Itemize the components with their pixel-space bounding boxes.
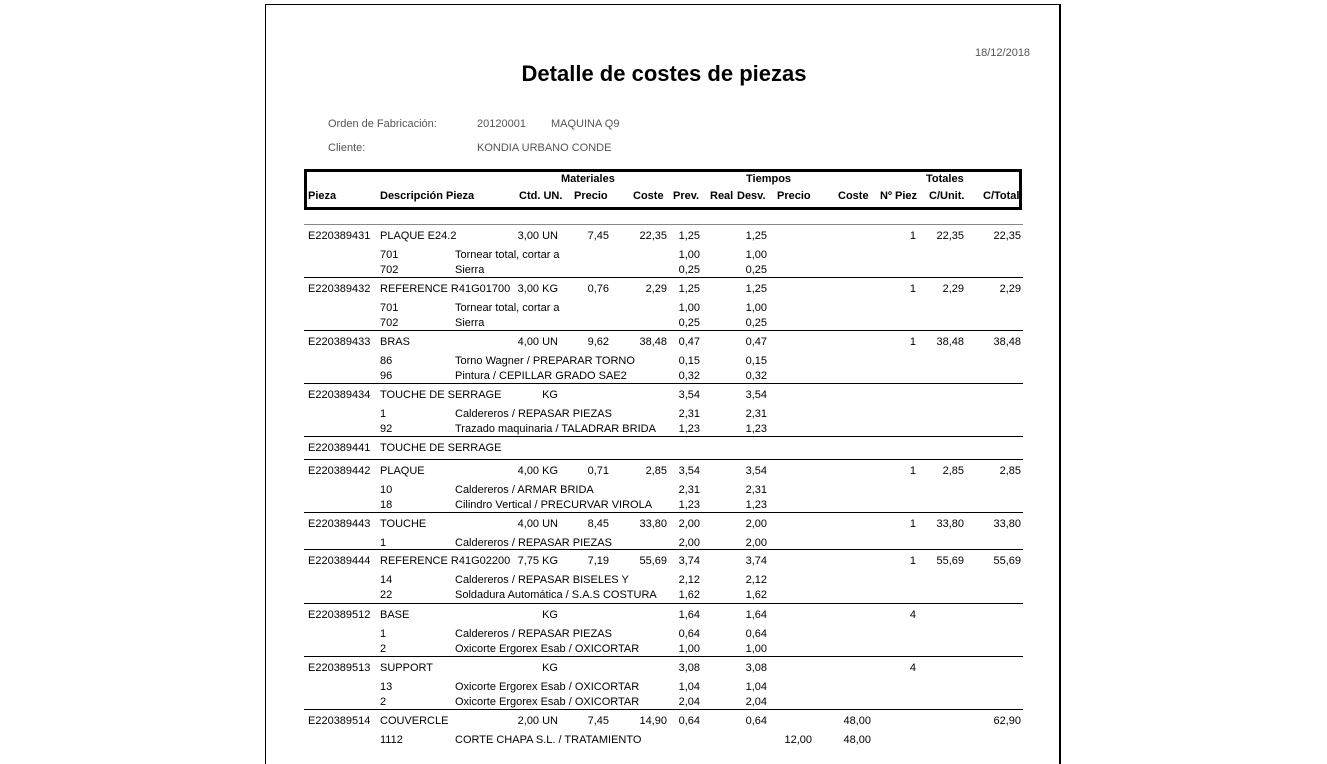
operation-time-real: 1,00 <box>745 249 767 261</box>
row-separator <box>304 330 1023 331</box>
operation-description: Oxicorte Ergorex Esab / OXICORTAR <box>455 681 640 693</box>
piece-description: TOUCHE DE SERRAGE <box>380 389 502 401</box>
piece-count: 1 <box>909 336 916 348</box>
operation-time-prev: 1,00 <box>678 643 700 655</box>
piece-description: BASE <box>380 609 410 621</box>
operation-code: 13 <box>380 681 393 693</box>
piece-id: E220389444 <box>308 555 371 567</box>
operation-time-prev: 2,00 <box>678 537 700 549</box>
piece-unit-cost: 2,85 <box>942 465 964 477</box>
operation-description: Tornear total, cortar a <box>455 249 560 261</box>
piece-total-cost: 38,48 <box>993 336 1021 348</box>
operation-time-real: 0,64 <box>745 628 767 640</box>
piece-time-real: 0,64 <box>745 715 767 727</box>
piece-material-price: 9,62 <box>587 336 609 348</box>
operation-time-real: 1,23 <box>745 423 767 435</box>
operation-price: 12,00 <box>784 734 812 746</box>
operation-description: Oxicorte Ergorex Esab / OXICORTAR <box>455 643 640 655</box>
piece-quantity: KG <box>542 662 558 674</box>
operation-code: 10 <box>380 484 393 496</box>
operation-code: 96 <box>380 370 393 382</box>
group-totales: Totales <box>926 173 964 185</box>
piece-id: E220389431 <box>308 230 371 242</box>
piece-unit-cost: 38,48 <box>936 336 964 348</box>
maquina-value: MAQUINA Q9 <box>551 118 620 130</box>
piece-time-real: 3,08 <box>745 662 767 674</box>
piece-material-price: 8,45 <box>587 518 609 530</box>
piece-total-cost: 55,69 <box>993 555 1021 567</box>
operation-time-real: 2,04 <box>745 696 767 708</box>
operation-time-prev: 1,00 <box>678 249 700 261</box>
operation-time-real: 1,23 <box>745 499 767 511</box>
group-tiempos: Tiempos <box>746 173 792 185</box>
piece-count: 1 <box>909 465 916 477</box>
col-precio: Precio <box>574 190 608 202</box>
piece-time-prev: 1,64 <box>678 609 700 621</box>
piece-total-cost: 62,90 <box>993 715 1021 727</box>
operation-time-real: 2,31 <box>745 408 767 420</box>
col-prev: Prev. <box>673 190 700 202</box>
col-coste: Coste <box>633 190 664 202</box>
piece-count: 1 <box>909 555 916 567</box>
operation-code: 702 <box>380 317 399 329</box>
piece-time-real: 1,64 <box>745 609 767 621</box>
operation-code: 1 <box>380 537 387 549</box>
piece-material-price: 7,45 <box>587 230 609 242</box>
operation-time-prev: 2,31 <box>678 408 700 420</box>
operation-description: Caldereros / REPASAR PIEZAS <box>455 628 612 640</box>
col-coste-tiempos: Coste <box>838 190 869 202</box>
operation-time-real: 0,25 <box>745 264 767 276</box>
operation-code: 2 <box>380 643 387 655</box>
operation-time-prev: 0,15 <box>678 355 700 367</box>
row-separator <box>304 436 1023 437</box>
piece-time-prev: 1,25 <box>678 230 700 242</box>
piece-unit-cost: 2,29 <box>942 283 964 295</box>
piece-description: SUPPORT <box>380 662 433 674</box>
operation-time-real: 2,00 <box>745 537 767 549</box>
piece-time-real: 2,00 <box>745 518 767 530</box>
row-separator <box>304 224 1023 225</box>
row-separator <box>304 383 1023 384</box>
operation-description: CORTE CHAPA S.L. / TRATAMIENTO <box>455 734 642 746</box>
piece-id: E220389513 <box>308 662 371 674</box>
piece-material-price: 0,76 <box>587 283 609 295</box>
operation-time-prev: 0,64 <box>678 628 700 640</box>
operation-code: 1112 <box>380 734 403 746</box>
piece-time-real: 3,54 <box>745 389 767 401</box>
row-separator <box>304 656 1023 657</box>
report-page <box>265 4 1061 764</box>
piece-description: REFERENCE R41G01700 <box>380 283 511 295</box>
operation-description: Caldereros / ARMAR BRIDA <box>455 484 594 496</box>
piece-id: E220389443 <box>308 518 371 530</box>
piece-quantity: 3,00 KG <box>517 283 558 295</box>
operation-code: 22 <box>380 589 393 601</box>
piece-id: E220389514 <box>308 715 371 727</box>
piece-material-cost: 33,80 <box>639 518 667 530</box>
piece-quantity: 7,75 KG <box>517 555 558 567</box>
piece-time-real: 1,25 <box>745 230 767 242</box>
row-separator <box>304 603 1023 604</box>
piece-total-cost: 33,80 <box>993 518 1021 530</box>
piece-id: E220389434 <box>308 389 371 401</box>
operation-time-real: 2,31 <box>745 484 767 496</box>
piece-quantity: KG <box>542 609 558 621</box>
orden-value: 20120001 <box>477 118 526 130</box>
piece-description: BRAS <box>380 336 410 348</box>
piece-time-real: 0,47 <box>745 336 767 348</box>
operation-time-real: 0,32 <box>745 370 767 382</box>
operation-cost: 48,00 <box>843 734 871 746</box>
piece-time-real: 3,54 <box>745 465 767 477</box>
operation-code: 86 <box>380 355 393 367</box>
piece-count: 4 <box>909 662 916 674</box>
operation-time-prev: 1,23 <box>678 499 700 511</box>
piece-quantity: KG <box>542 389 558 401</box>
piece-time-prev: 0,47 <box>678 336 700 348</box>
piece-quantity: 2,00 UN <box>517 715 558 727</box>
piece-time-real: 3,74 <box>745 555 767 567</box>
piece-material-cost: 2,85 <box>645 465 667 477</box>
piece-description: TOUCHE <box>380 518 427 530</box>
piece-total-cost: 2,85 <box>999 465 1021 477</box>
operation-time-prev: 0,25 <box>678 317 700 329</box>
col-real: Real <box>710 190 734 202</box>
piece-description: PLAQUE <box>380 465 425 477</box>
report-title: Detalle de costes de piezas <box>521 61 807 86</box>
piece-count: 1 <box>909 230 916 242</box>
operation-code: 1 <box>380 628 387 640</box>
piece-material-cost: 55,69 <box>639 555 667 567</box>
piece-time-prev: 3,54 <box>678 389 700 401</box>
piece-total-cost: 2,29 <box>999 283 1021 295</box>
piece-material-cost: 2,29 <box>645 283 667 295</box>
operation-code: 702 <box>380 264 399 276</box>
piece-time-prev: 2,00 <box>678 518 700 530</box>
piece-count: 4 <box>909 609 916 621</box>
col-descripcion: Descripción Pieza <box>380 190 475 202</box>
operation-time-prev: 2,31 <box>678 484 700 496</box>
piece-quantity: 3,00 UN <box>517 230 558 242</box>
operation-description: Cilindro Vertical / PRECURVAR VIROLA <box>455 499 653 511</box>
piece-material-price: 7,19 <box>587 555 609 567</box>
piece-count: 1 <box>909 283 916 295</box>
piece-time-prev: 0,64 <box>678 715 700 727</box>
operation-code: 92 <box>380 423 393 435</box>
col-ctotal: C/Total <box>983 190 1020 202</box>
cliente-value: KONDIA URBANO CONDE <box>477 142 612 154</box>
operation-code: 701 <box>380 249 399 261</box>
piece-id: E220389432 <box>308 283 371 295</box>
piece-material-cost: 14,90 <box>639 715 667 727</box>
piece-description: PLAQUE E24.2 <box>380 230 457 242</box>
report-date: 18/12/2018 <box>975 47 1031 59</box>
piece-total-cost: 22,35 <box>993 230 1021 242</box>
operation-description: Caldereros / REPASAR BISELES Y <box>455 574 629 586</box>
piece-material-cost: 22,35 <box>639 230 667 242</box>
operation-description: Sierra <box>455 317 485 329</box>
piece-id: E220389512 <box>308 609 371 621</box>
col-cunit: C/Unit. <box>929 190 965 202</box>
operation-description: Trazado maquinaria / TALADRAR BRIDA <box>455 423 656 435</box>
operation-time-prev: 1,23 <box>678 423 700 435</box>
group-materiales: Materiales <box>561 173 615 185</box>
operation-time-real: 1,62 <box>745 589 767 601</box>
operation-time-real: 0,25 <box>745 317 767 329</box>
piece-quantity: 4,00 UN <box>517 336 558 348</box>
operation-time-real: 1,04 <box>745 681 767 693</box>
piece-material-price: 0,71 <box>587 465 609 477</box>
piece-quantity: 4,00 KG <box>517 465 558 477</box>
row-separator <box>304 549 1023 550</box>
row-separator <box>304 459 1023 460</box>
piece-time-prev: 3,08 <box>678 662 700 674</box>
piece-time-prev: 3,54 <box>678 465 700 477</box>
operation-time-real: 2,12 <box>745 574 767 586</box>
operation-time-real: 1,00 <box>745 302 767 314</box>
row-separator <box>304 277 1023 278</box>
piece-material-price: 7,45 <box>587 715 609 727</box>
piece-id: E220389433 <box>308 336 371 348</box>
col-ctd-un: Ctd. UN. <box>519 190 563 202</box>
operation-time-prev: 1,62 <box>678 589 700 601</box>
operation-code: 701 <box>380 302 399 314</box>
cliente-label: Cliente: <box>328 142 366 154</box>
operation-description: Sierra <box>455 264 485 276</box>
operation-code: 1 <box>380 408 387 420</box>
operation-description: Soldadura Automática / S.A.S COSTURA <box>455 589 657 601</box>
operation-time-prev: 2,04 <box>678 696 700 708</box>
operation-description: Tornear total, cortar a <box>455 302 560 314</box>
piece-id: E220389441 <box>308 442 371 454</box>
operation-time-prev: 0,25 <box>678 264 700 276</box>
operation-time-prev: 1,04 <box>678 681 700 693</box>
operation-description: Caldereros / REPASAR PIEZAS <box>455 408 612 420</box>
row-separator <box>304 512 1023 513</box>
operation-description: Oxicorte Ergorex Esab / OXICORTAR <box>455 696 640 708</box>
piece-description: COUVERCLE <box>380 715 449 727</box>
piece-time-cost: 48,00 <box>843 715 871 727</box>
piece-material-cost: 38,48 <box>639 336 667 348</box>
piece-unit-cost: 33,80 <box>936 518 964 530</box>
col-precio-tiempos: Precio <box>777 190 811 202</box>
orden-label: Orden de Fabricación: <box>328 118 437 130</box>
row-separator <box>304 709 1023 710</box>
piece-description: TOUCHE DE SERRAGE <box>380 442 502 454</box>
operation-description: Pintura / CEPILLAR GRADO SAE2 <box>455 370 627 382</box>
operation-time-real: 0,15 <box>745 355 767 367</box>
piece-description: REFERENCE R41G02200 <box>380 555 511 567</box>
piece-time-prev: 1,25 <box>678 283 700 295</box>
col-desv: Desv. <box>737 190 766 202</box>
piece-time-real: 1,25 <box>745 283 767 295</box>
operation-time-prev: 0,32 <box>678 370 700 382</box>
operation-code: 14 <box>380 574 393 586</box>
operation-description: Torno Wagner / PREPARAR TORNO <box>455 355 635 367</box>
operation-code: 18 <box>380 499 393 511</box>
col-pieza: Pieza <box>308 190 337 202</box>
operation-time-real: 1,00 <box>745 643 767 655</box>
piece-count: 1 <box>909 518 916 530</box>
piece-id: E220389442 <box>308 465 371 477</box>
operation-time-prev: 1,00 <box>678 302 700 314</box>
piece-quantity: 4,00 UN <box>517 518 558 530</box>
operation-time-prev: 2,12 <box>678 574 700 586</box>
col-npiez: Nº Piez <box>880 190 918 202</box>
operation-code: 2 <box>380 696 387 708</box>
piece-unit-cost: 55,69 <box>936 555 964 567</box>
piece-time-prev: 3,74 <box>678 555 700 567</box>
piece-unit-cost: 22,35 <box>936 230 964 242</box>
operation-description: Caldereros / REPASAR PIEZAS <box>455 537 612 549</box>
